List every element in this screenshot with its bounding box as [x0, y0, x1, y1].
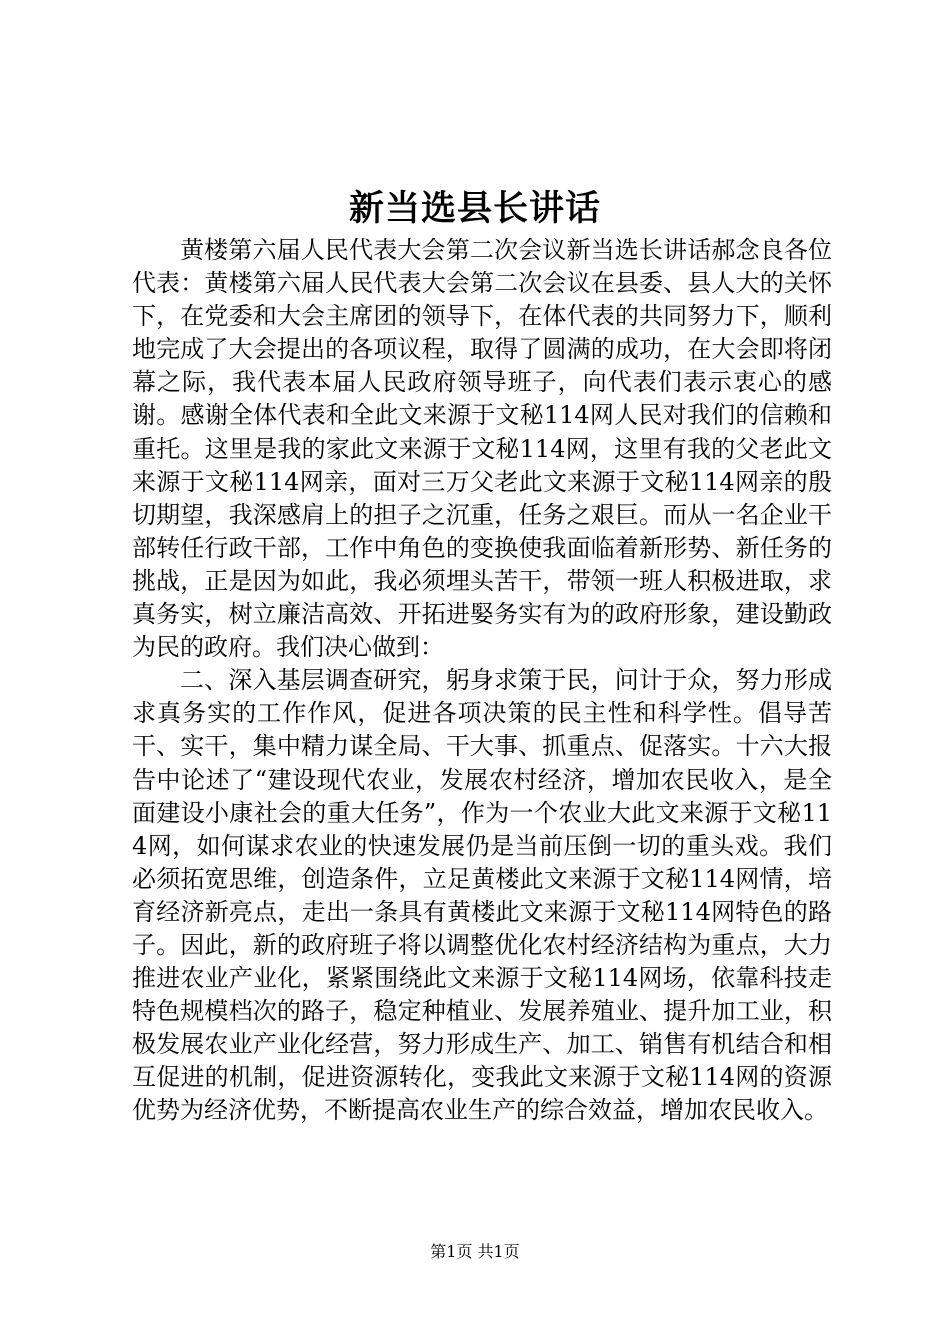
document-title: 新当选县长讲话 — [348, 188, 601, 229]
page-number-footer: 第1页 共1页 — [430, 1242, 520, 1261]
paragraph-opening: 黄楼第六届人民代表大会第二次会议新当选长讲话郝念良各位代表：黄楼第六届人民代表大会第二次会议在县委、县人大的关怀下，在党委和大会主席团的领导下，在体代表的共同努力下，顺利地完成了大会提出的各项议程，取得了圆满的成功，在大会即将闭幕之际，我代表本届人民政府领导班子，向代表们表示衷心的感谢。感谢全体代表和全此文来源于文秘114网人民对我们的信赖和重托。这里是我的家此文来源于文秘114网，这里有我的父老此文来源于文秘114网亲，面对三万父老此文来源于文秘114网亲的殷切期望，我深感肩上的担子之沉重，任务之艰巨。而从一名企业干部转任行政干部，工作中角色的变换使我面临着新形势、新任务的挑战，正是因为如此，我必须埋头苦干，带领一班人积极进取，求真务实，树立廉洁高效、开拓进婜务实有为的政府形象，建设勤政为民的政府。我们决心做到： — [132, 236, 832, 662]
paragraph-section-two: 二、深入基层调查研究，躬身求策于民，问计于众，努力形成求真务实的工作作风，促进各项决策的民主性和科学性。倡导苦干、实干，集中精力谋全局、干大事、抓重点、促落实。十六大报告中论述了“建设现代农业，发展农村经济，增加农民收入，是全面建设小康社会的重大任务”，作为一个农业大此文来源于文秘114网，如何谋求农业的快速发展仍是当前压倒一切的重头戏。我们必须拓宽思维，创造条件，立足黄楼此文来源于文秘114网情，培育经济新亮点，走出一条具有黄楼此文来源于文秘114网特色的路子。因此，新的政府班子将以调整优化农村经济结构为重点，大力推进农业产业化，紧紧围绕此文来源于文秘114网场，依靠科技走特色规模档次的路子，稳定种植业、发展养殖业、提升加工业，积极发展农业产业化经营，努力形成生产、加工、销售有机结合和相互促进的机制，促进资源转化，变我此文来源于文秘114网的资源优势为经济优势，不断提高农业生产的综合效益，增加农民收入。 — [132, 666, 832, 1125]
document-body — [132, 234, 832, 1128]
